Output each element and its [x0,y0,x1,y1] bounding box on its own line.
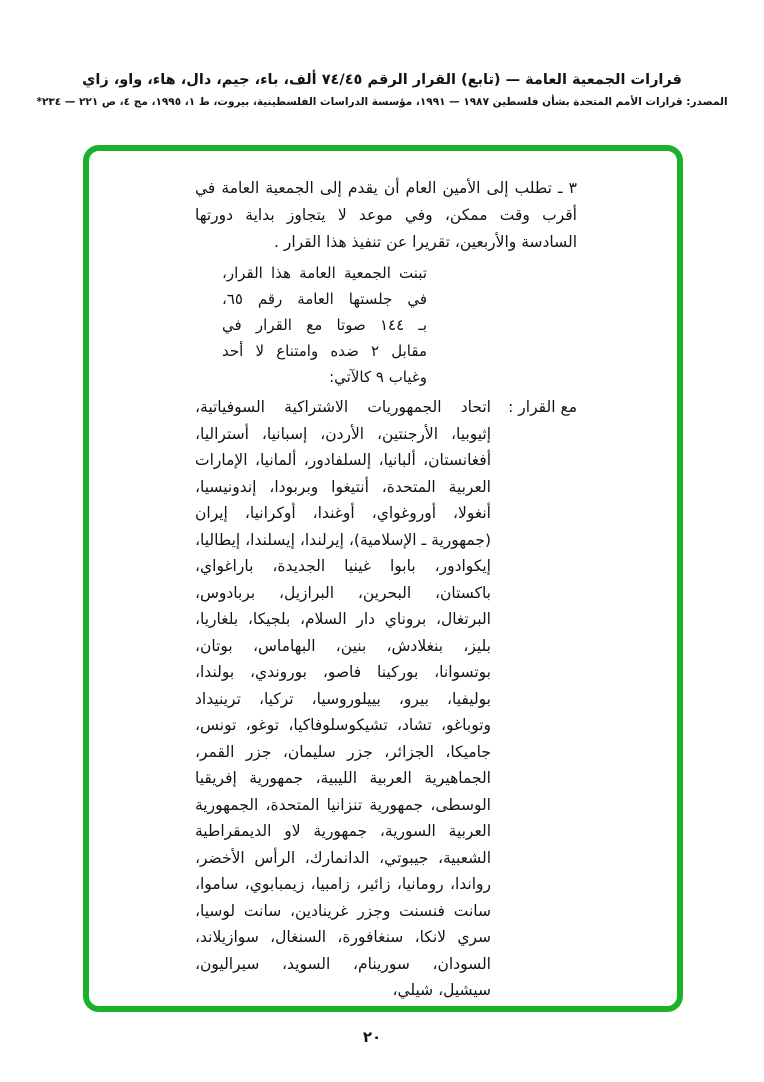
operative-paragraph-3: ٣ ـ تطلب إلى الأمين العام أن يقدم إلى الجمعية العامة في أقرب وقت ممكن، وفي موعد لا يتجاوز بداية دورتها السادسة والأربعين، تقريرا عن تنفيذ هذا القرار . [195,179,577,251]
resolution-text-column [195,175,577,1004]
adoption-note-line: تبنت الجمعية العامة هذا القرار، [222,264,427,282]
header-title: قرارات الجمعية العامة — (تابع) القرار الرقم ٧٤/٤٥ ألف، باء، جيم، دال، هاء، واو، زاي [82,72,682,88]
adoption-note [222,260,427,390]
vote-for-country-list: اتحاد الجمهوريات الاشتراكية السوفياتية، إثيوبيا، الأرجنتين، الأردن، إسبانيا، أستراليا، أفغانستان، ألبانيا، إلسلفادور، ألمانيا، الإمارات العربية المتحدة، أنتيغوا وبربودا، إندونيسيا، أنغولا، أوروغواي، أوغندا، أوكرانيا، إيران (جمهورية ـ الإسلامية)، إيرلندا، إيسلندا، إيطاليا، إيكوادور، بابوا غينيا الجديدة، باراغواي، باكستان، البحرين، البرازيل، بربادوس، البرتغال، بروناي دار السلام، بلجيكا، بلغاريا، بليز، بنغلادش، بنين، البهاماس، بوتان، بوتسوانا، بوركينا فاصو، بوروندي، بولندا، بوليفيا، بيرو، بييلوروسيا، تركيا، ترينيداد وتوباغو، تشاد، تشيكوسلوفاكيا، توغو، تونس، جاميكا، الجزائر، جزر سليمان، جزر القمر، الجماهيرية العربية الليبية، جمهورية إفريقيا الوسطى، جمهورية تنزانيا المتحدة، الجمهورية العربية السورية، جمهورية لاو الديمقراطية الشعبية، جيبوتي، الدانمارك، الرأس الأخضر، رواندا، رومانيا، زائير، زامبيا، زيمبابوي، ساموا، سانت فنسنت وجزر غرينادين، سانت لوسيا، سري لانكا، سنغافورة، السنغال، سوازيلاند، السودان، سورينام، السويد، سيراليون، سيشيل، شيلي، [195,398,491,999]
page-number: ٢٠ [362,1028,382,1046]
vote-for-label: مع القرار : [508,398,577,416]
page-header [0,72,764,108]
vote-section [195,394,577,1004]
adoption-note-line: في جلستها العامة رقم ٦٥، [222,290,427,308]
header-source-line: المصدر: قرارات الأمم المتحدة بشأن فلسطين ١٩٨٧ — ١٩٩١، مؤسسة الدراسات الفلسطينية، بيروت، ط ١، ١٩٩٥، مج ٤، ص ٢٢١ — ٢٣٤* [36,96,728,108]
adoption-note-line: وغياب ٩ كالآتي: [329,368,427,386]
adoption-note-line: مقابل ٢ ضده وامتناع لا أحد [222,342,427,360]
resolution-green-border-box [83,145,683,1012]
adoption-note-line: بـ ١٤٤ صوتا مع القرار في [222,316,427,334]
